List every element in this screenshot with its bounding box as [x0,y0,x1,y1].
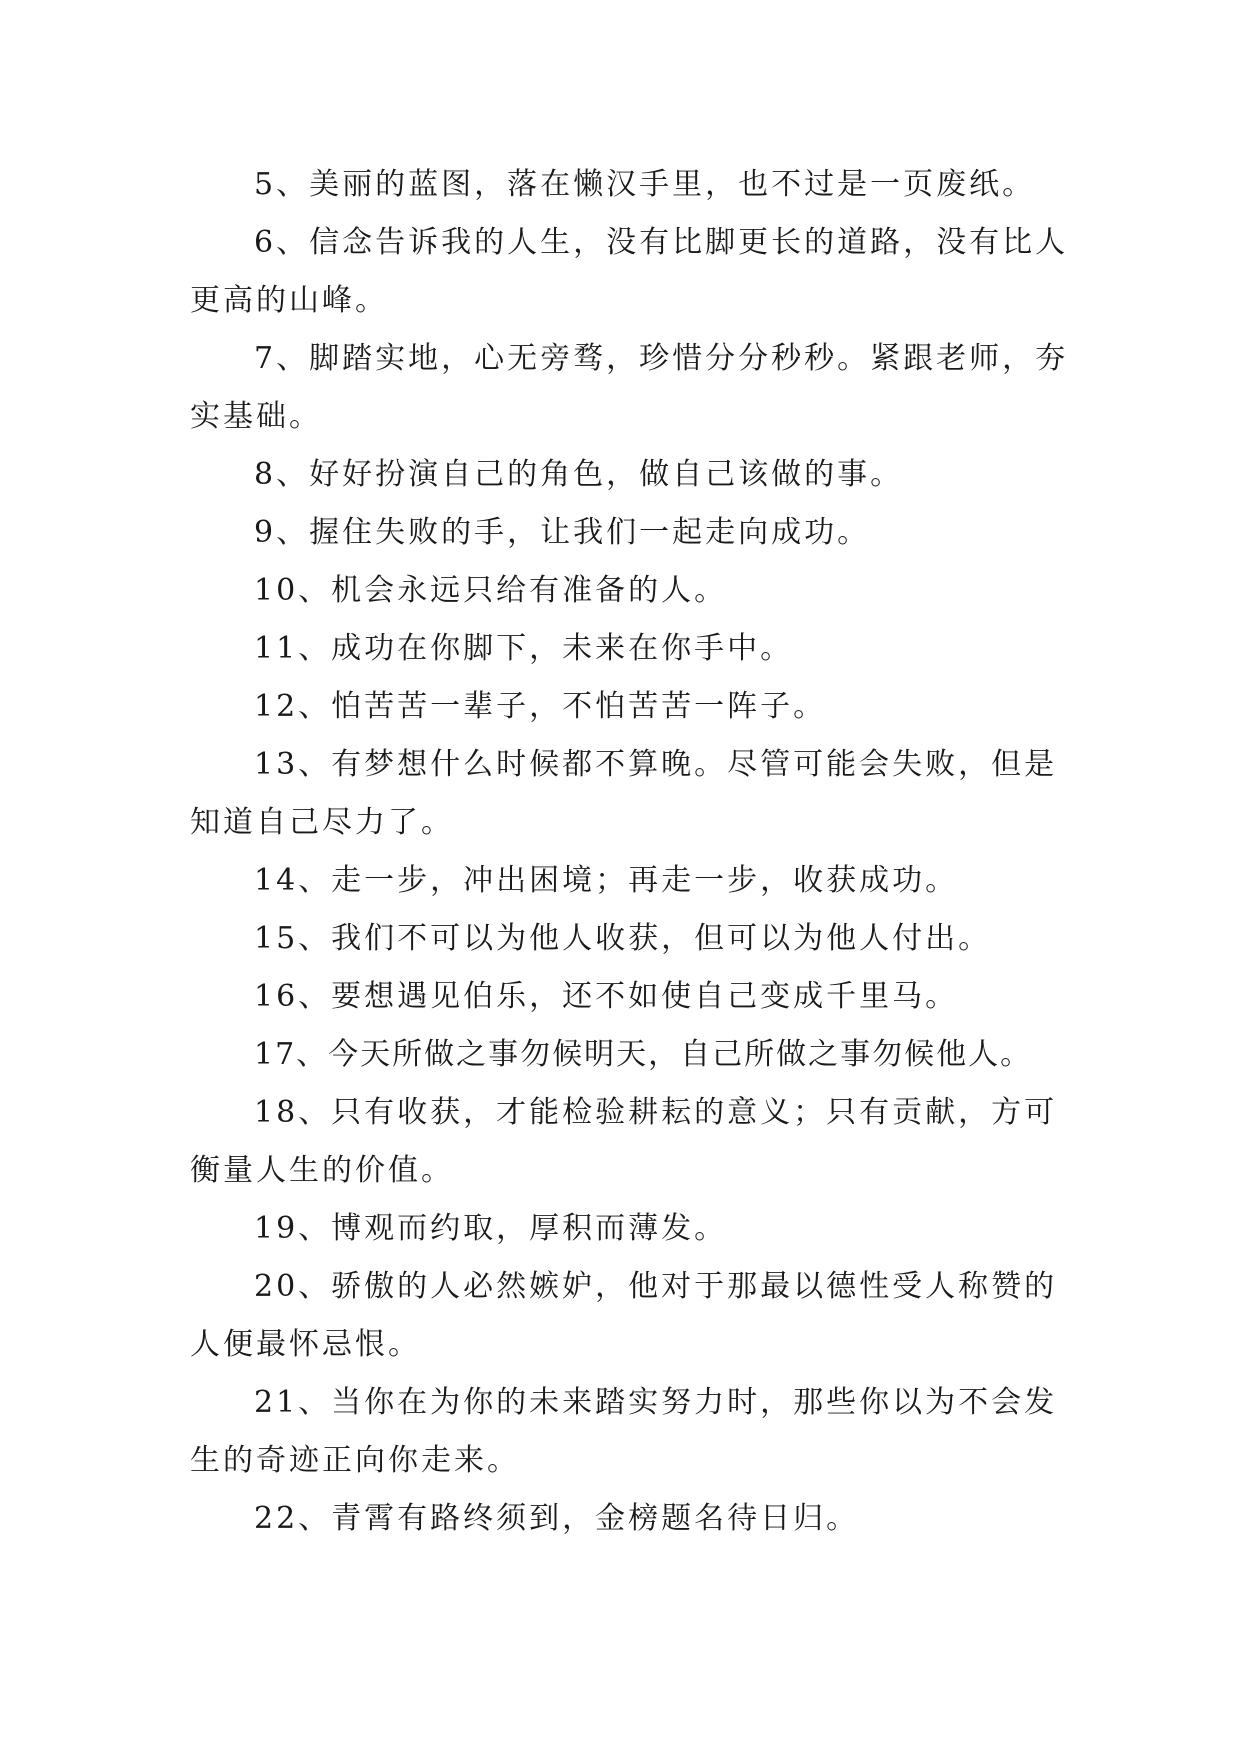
paragraph-9: 9、握住失败的手，让我们一起走向成功。 [254,515,871,550]
paragraph-15: 15、我们不可以为他人收获，但可以为他人付出。 [254,921,992,956]
paragraph-21: 21、当你在为你的未来踏实努力时，那些你以为不会发生的奇迹正向你走来。 [190,1385,1058,1478]
paragraph-20: 20、骄傲的人必然嫉妒，他对于那最以德性受人称赞的人便最怀忌恨。 [190,1269,1058,1362]
paragraph-14: 14、走一步，冲出困境；再走一步，收获成功。 [254,863,959,898]
paragraph-16: 16、要想遇见伯乐，还不如使自己变成千里马。 [254,979,959,1014]
paragraph-6: 6、信念告诉我的人生，没有比脚更长的道路，没有比人更高的山峰。 [190,225,1069,318]
paragraph-13: 13、有梦想什么时候都不算晚。尽管可能会失败，但是知道自己尽力了。 [190,747,1058,840]
paragraph-11: 11、成功在你脚下，未来在你手中。 [254,631,794,666]
paragraph-19: 19、博观而约取，厚积而薄发。 [254,1211,728,1246]
paragraph-5: 5、美丽的蓝图，落在懒汉手里，也不过是一页废纸。 [254,167,1036,202]
paragraph-10: 10、机会永远只给有准备的人。 [254,573,728,608]
paragraph-18: 18、只有收获，才能检验耕耘的意义；只有贡献，方可衡量人生的价值。 [190,1095,1058,1188]
paragraph-12: 12、怕苦苦一辈子，不怕苦苦一阵子。 [254,689,827,724]
paragraph-7: 7、脚踏实地，心无旁骛，珍惜分分秒秒。紧跟老师，夯实基础。 [190,341,1069,434]
paragraph-17: 17、今天所做之事勿候明天，自己所做之事勿候他人。 [254,1037,1033,1072]
paragraph-8: 8、好好扮演自己的角色，做自己该做的事。 [254,457,904,492]
paragraph-22: 22、青霄有路终须到，金榜题名待日归。 [254,1501,860,1536]
